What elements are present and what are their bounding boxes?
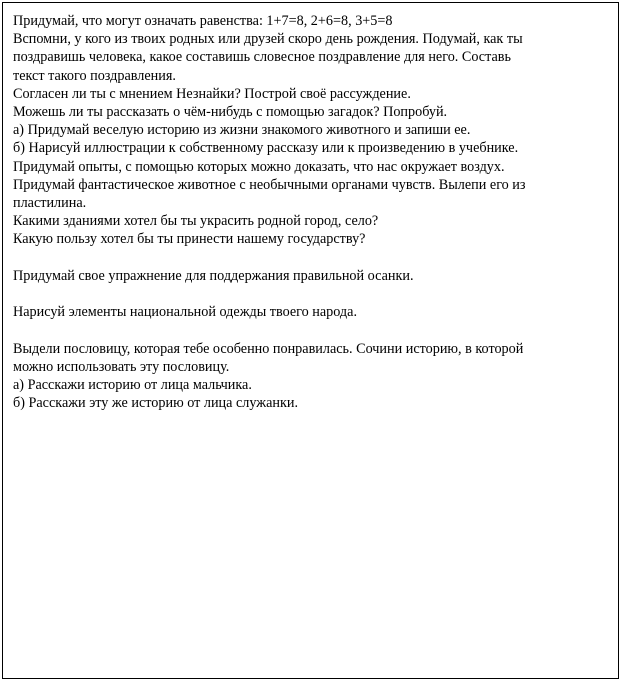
text-line: Придумай опыты, с помощью которых можно доказать, что нас окружает воздух.: [13, 158, 505, 175]
blank-line: [13, 321, 611, 339]
text-line: Согласен ли ты с мнением Незнайки? Построй своё рассуждение.: [13, 85, 411, 102]
text-line: поздравишь человека, какое составишь словесное поздравление для него. Составь: [13, 49, 511, 66]
text-line: пластилина.: [13, 195, 87, 212]
blank-line: [13, 285, 611, 303]
text-line: б) Нарисуй иллюстрации к собственному рассказу или к произведению в учебнике.: [13, 140, 519, 157]
text-line: можно использовать эту пословицу.: [13, 358, 230, 375]
text-line: Какими зданиями хотел бы ты украсить родной город, село?: [13, 213, 379, 230]
blank-line: [13, 249, 611, 267]
text-line: Можешь ли ты рассказать о чём-нибудь с помощью загадок? Попробуй.: [13, 104, 448, 121]
text-line: Вспомни, у кого из твоих родных или друзей скоро день рождения. Подумай, как ты: [13, 31, 523, 48]
document-text: [13, 12, 611, 412]
text-line: Придумай фантастическое животное с необычными органами чувств. Вылепи его из: [13, 176, 526, 193]
text-line: а) Расскажи историю от лица мальчика.: [13, 377, 252, 394]
text-line: Нарисуй элементы национальной одежды твоего народа.: [13, 304, 357, 321]
text-line: Какую пользу хотел бы ты принести нашему государству?: [13, 231, 366, 248]
text-line: Придумай, что могут означать равенства: 1+7=8, 2+6=8, 3+5=8: [13, 13, 393, 29]
document-frame: [2, 2, 619, 679]
text-line: текст такого поздравления.: [13, 67, 176, 84]
text-line: б) Расскажи эту же историю от лица служанки.: [13, 395, 298, 412]
text-line: Придумай свое упражнение для поддержания правильной осанки.: [13, 267, 414, 284]
text-line: а) Придумай веселую историю из жизни знакомого животного и запиши ее.: [13, 122, 471, 139]
text-line: Выдели пословицу, которая тебе особенно понравилась. Сочини историю, в которой: [13, 340, 524, 357]
